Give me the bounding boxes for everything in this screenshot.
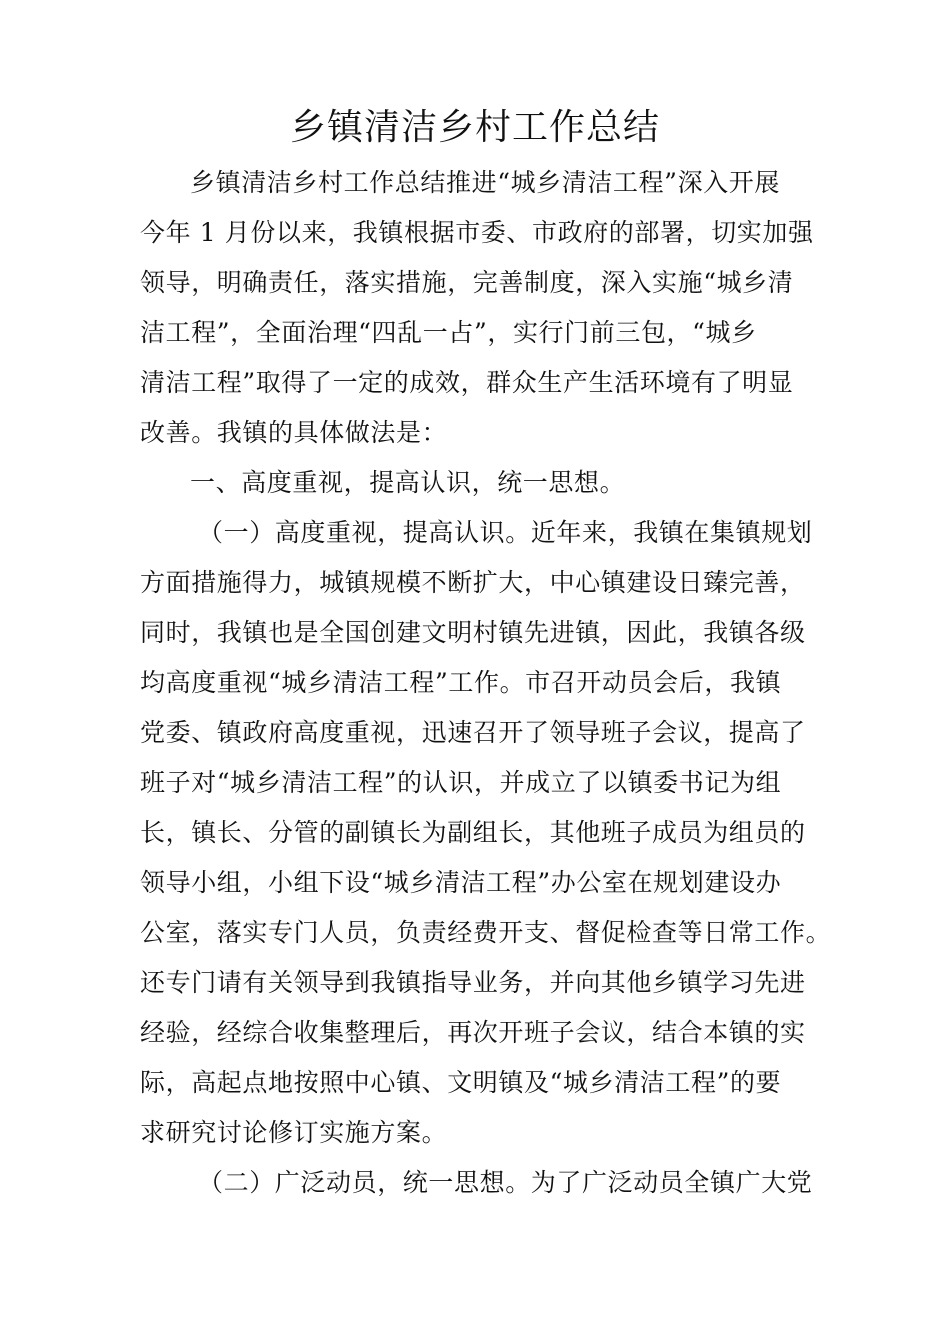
paragraph-line: （二）广泛动员，统一思想。为了广泛动员全镇广大党	[198, 1168, 813, 1197]
paragraph-line: 际，高起点地按照中心镇、文明镇及“城乡清洁工程”的要	[140, 1068, 782, 1097]
paragraph-line: 洁工程”，全面治理“四乱一占”，实行门前三包，“城乡	[140, 318, 757, 347]
paragraph-line: 清洁工程”取得了一定的成效，群众生产生活环境有了明显	[140, 368, 794, 397]
document-title: 乡镇清洁乡村工作总结	[289, 107, 660, 148]
paragraph-line: 党委、镇政府高度重视，迅速召开了领导班子会议，提高了	[140, 718, 806, 747]
paragraph-line: 求研究讨论修订实施方案。	[140, 1118, 448, 1147]
paragraph-line: 方面措施得力，城镇规模不断扩大，中心镇建设日臻完善，	[140, 568, 806, 597]
paragraph-line: 乡镇清洁乡村工作总结推进“城乡清洁工程”深入开展	[190, 168, 780, 197]
paragraph-line: 均高度重视“城乡清洁工程”工作。市召开动员会后，我镇	[140, 668, 782, 697]
section-heading: 一、高度重视，提高认识，统一思想。	[190, 468, 626, 497]
paragraph-line: 改善。我镇的具体做法是：	[140, 418, 448, 447]
paragraph-line: 同时，我镇也是全国创建文明村镇先进镇，因此，我镇各级	[140, 618, 806, 647]
paragraph-line: 公室，落实专门人员，负责经费开支、督促检查等日常工作。	[140, 918, 832, 947]
paragraph-line: 还专门请有关领导到我镇指导业务，并向其他乡镇学习先进	[140, 968, 806, 997]
paragraph-line: 长，镇长、分管的副镇长为副组长，其他班子成员为组员的	[140, 818, 806, 847]
paragraph-line: 领导，明确责任，落实措施，完善制度，深入实施“城乡清	[140, 268, 794, 297]
paragraph-line: 领导小组，小组下设“城乡清洁工程”办公室在规划建设办	[140, 868, 782, 897]
paragraph-line: 经验，经综合收集整理后，再次开班子会议，结合本镇的实	[140, 1018, 806, 1047]
paragraph-line: 班子对“城乡清洁工程”的认识，并成立了以镇委书记为组	[140, 768, 782, 797]
paragraph-line: 今年 1 月份以来，我镇根据市委、市政府的部署，切实加强	[140, 218, 814, 247]
paragraph-line: （一）高度重视，提高认识。近年来，我镇在集镇规划	[198, 518, 813, 547]
